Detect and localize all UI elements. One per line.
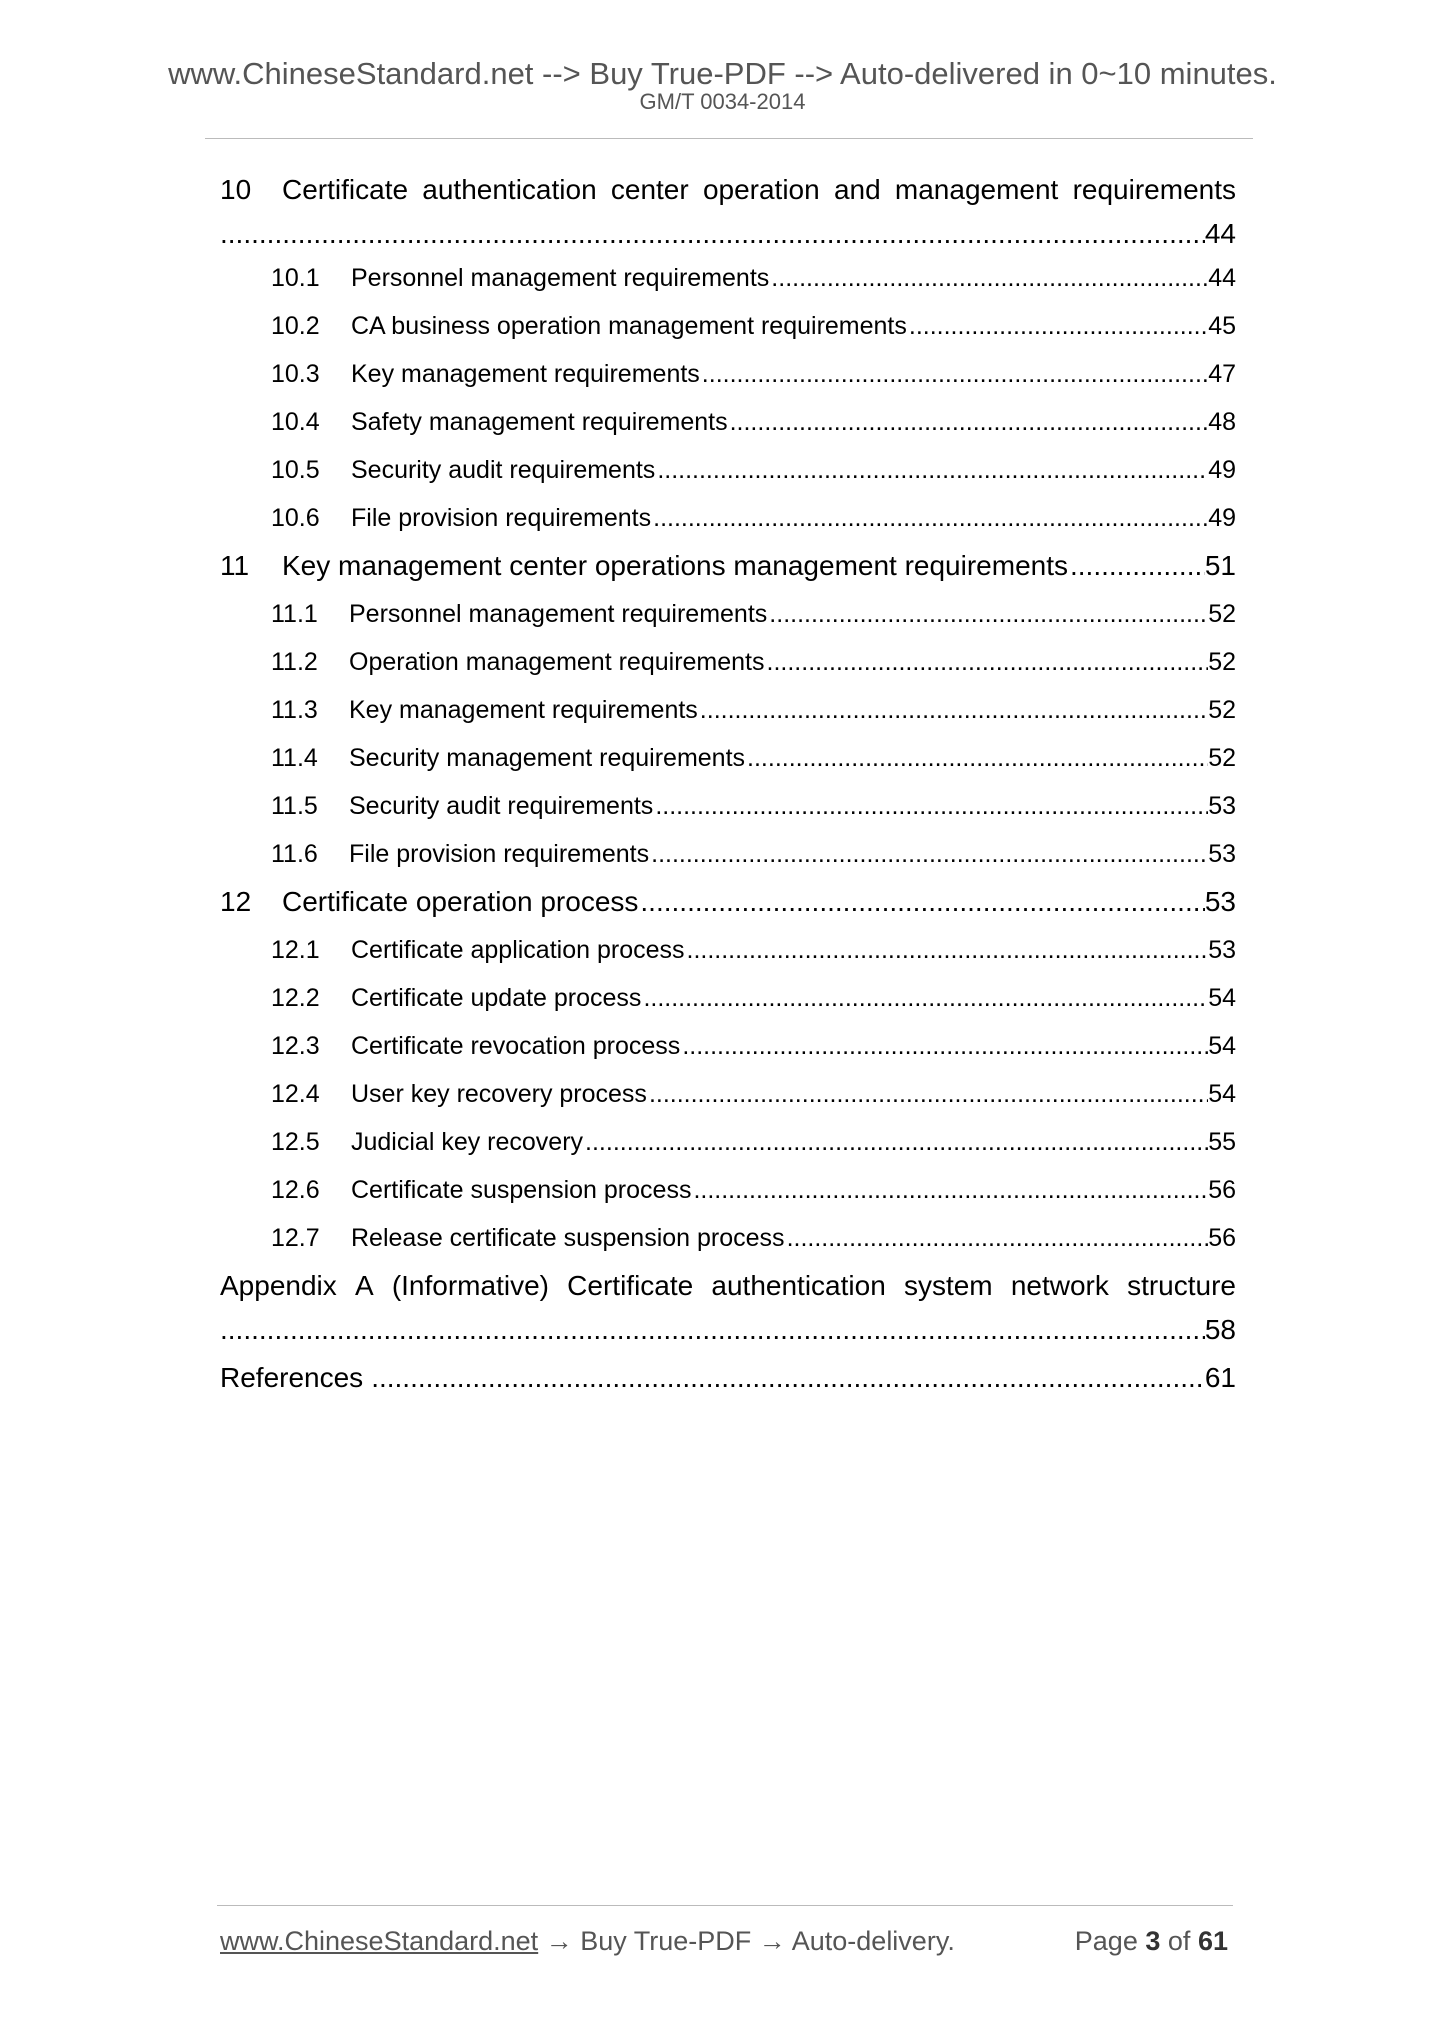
toc-entry-12-5[interactable] (220, 1118, 1236, 1166)
toc-entry-10-leader (220, 214, 1236, 254)
toc-entry-title: Certificate operation process (282, 886, 639, 917)
toc-entry-10[interactable] (220, 166, 1236, 214)
toc-entry-title: Certificate update process (351, 984, 642, 1012)
toc-entry-11-6[interactable] (220, 830, 1236, 878)
toc-entry-number: 10.6 (271, 504, 320, 532)
toc-entry-10-1[interactable] (220, 254, 1236, 302)
toc-entry-number: 12.6 (271, 1176, 320, 1204)
toc-entry-title: Key management requirements (349, 696, 698, 724)
toc-entry-title-word: authentication (711, 1270, 886, 1301)
toc-entry-number: 12.4 (271, 1080, 320, 1108)
toc-entry-10-3[interactable] (220, 350, 1236, 398)
dot-leader (583, 1118, 1208, 1166)
toc-entry-title-word: structure (1127, 1270, 1236, 1301)
dot-leader (220, 214, 1205, 254)
toc-entry-page: 47 (1208, 360, 1236, 388)
toc-entry-11-5[interactable] (220, 782, 1236, 830)
dot-leader (653, 782, 1208, 830)
toc-entry-page: 52 (1208, 696, 1236, 724)
toc-entry-title: User key recovery process (351, 1080, 647, 1108)
toc-entry-title: Security audit requirements (349, 792, 654, 820)
toc-entry-12-7[interactable] (220, 1214, 1236, 1262)
toc-entry-number: 11.3 (271, 696, 318, 724)
page-label: Page (1074, 1926, 1138, 1956)
dot-leader (680, 1022, 1208, 1070)
toc-entry-11[interactable] (220, 542, 1236, 590)
toc-entry-page: 53 (1208, 792, 1236, 820)
dot-leader (907, 302, 1208, 350)
of-label: of (1167, 1926, 1191, 1956)
toc-entry-page: 44 (1204, 218, 1236, 249)
toc-entry-page: 45 (1208, 312, 1236, 340)
dot-leader (745, 734, 1208, 782)
toc-entry-title: Security audit requirements (351, 456, 656, 484)
toc-entry-title: Certificate suspension process (351, 1176, 692, 1204)
toc-entry-title-word: A (354, 1270, 374, 1301)
toc-entry-title: CA business operation management requirements (351, 312, 907, 340)
toc-entry-title: Security management requirements (349, 744, 746, 772)
page-current: 3 (1145, 1926, 1161, 1956)
toc-entry-title: Personnel management requirements (349, 600, 768, 628)
dot-leader (651, 494, 1208, 542)
toc-entry-title: Certificate application process (351, 936, 685, 964)
toc-entry-10-2[interactable] (220, 302, 1236, 350)
toc-entry-number: 12 (220, 886, 252, 917)
toc-entry-number: 11.4 (271, 744, 318, 772)
toc-entry-page: 53 (1208, 936, 1236, 964)
dot-leader (691, 1166, 1208, 1214)
dot-leader (641, 974, 1208, 1022)
header-divider (205, 138, 1253, 139)
toc-entry-number: 11.1 (271, 600, 318, 628)
toc-entry-page: 56 (1208, 1176, 1236, 1204)
toc-entry-title: Key management requirements (351, 360, 700, 388)
toc-entry-10-6[interactable] (220, 494, 1236, 542)
toc-entry-page: 48 (1208, 408, 1236, 436)
toc-entry-number: 12.1 (271, 936, 320, 964)
toc-entry-number: 10.1 (271, 264, 320, 292)
toc-entry-title: Personnel management requirements (351, 264, 770, 292)
toc-entry-number: 10.3 (271, 360, 320, 388)
toc-entry-title: Certificate authentication center operation and management requirements (282, 174, 1236, 205)
footer-link[interactable]: www.ChineseStandard.net (220, 1926, 539, 1956)
toc-entry-11-4[interactable] (220, 734, 1236, 782)
dot-leader (1068, 542, 1205, 590)
toc-entry-11-2[interactable] (220, 638, 1236, 686)
toc-entry-number: 12.5 (271, 1128, 320, 1156)
toc-entry-page: 44 (1208, 264, 1236, 292)
toc-entry-12-3[interactable] (220, 1022, 1236, 1070)
dot-leader (220, 1310, 1205, 1350)
toc-entry-page: 52 (1208, 744, 1236, 772)
toc-entry-title: References (220, 1362, 364, 1393)
toc-entry-number: 10 (220, 174, 252, 205)
toc-entry-number: 10.4 (271, 408, 320, 436)
dot-leader (363, 1354, 1205, 1402)
toc-entry-page: 49 (1208, 456, 1236, 484)
toc-entry-number: 11.5 (271, 792, 318, 820)
toc-entry-title-word: Certificate (567, 1270, 694, 1301)
toc-entry-title-word: (Informative) (391, 1270, 549, 1301)
dot-leader (647, 1070, 1208, 1118)
toc-entry-page: 61 (1204, 1362, 1236, 1393)
toc-entry-appendix-a[interactable] (220, 1262, 1236, 1310)
toc-entry-number: 11.6 (271, 840, 318, 868)
toc-entry-11-3[interactable] (220, 686, 1236, 734)
toc-entry-title: File provision requirements (349, 840, 650, 868)
toc-entry-12-6[interactable] (220, 1166, 1236, 1214)
page-indicator (1075, 1921, 1228, 1961)
toc-entry-number: 11.2 (271, 648, 318, 676)
toc-entry-page: 52 (1208, 648, 1236, 676)
footer-promo-text: → Buy True-PDF → Auto-delivery. (538, 1926, 955, 1956)
toc-entry-title: Key management center operations management requirements (282, 550, 1068, 581)
toc-entry-title-word: Appendix (220, 1270, 337, 1301)
toc-entry-title: Judicial key recovery (351, 1128, 584, 1156)
toc-entry-references[interactable] (220, 1354, 1236, 1402)
table-of-contents (220, 166, 1236, 1402)
dot-leader (765, 638, 1209, 686)
toc-entry-number: 11 (220, 550, 250, 581)
toc-entry-title: Operation management requirements (349, 648, 765, 676)
toc-entry-page: 49 (1208, 504, 1236, 532)
toc-entry-12-2[interactable] (220, 974, 1236, 1022)
dot-leader (767, 590, 1208, 638)
dot-leader (769, 254, 1208, 302)
toc-entry-title: File provision requirements (351, 504, 652, 532)
dot-leader (700, 350, 1208, 398)
toc-entry-title: Release certificate suspension process (351, 1224, 785, 1252)
toc-entry-title: Safety management requirements (351, 408, 728, 436)
toc-entry-title-word: network (1010, 1270, 1109, 1301)
toc-entry-10-4[interactable] (220, 398, 1236, 446)
toc-entry-appendix-a-leader (220, 1310, 1236, 1350)
toc-entry-10-5[interactable] (220, 446, 1236, 494)
toc-entry-11-1[interactable] (220, 590, 1236, 638)
toc-entry-title-word: system (903, 1270, 993, 1301)
toc-entry-number: 12.2 (271, 984, 320, 1012)
toc-entry-number: 12.7 (271, 1224, 320, 1252)
dot-leader (785, 1214, 1209, 1262)
toc-entry-page: 56 (1208, 1224, 1236, 1252)
toc-entry-page: 52 (1208, 600, 1236, 628)
dot-leader (728, 398, 1209, 446)
toc-entry-page: 51 (1204, 550, 1236, 581)
footer-divider (217, 1905, 1233, 1906)
toc-entry-page: 58 (1204, 1314, 1236, 1345)
dot-leader (638, 878, 1204, 926)
toc-entry-number: 10.5 (271, 456, 320, 484)
dot-leader (655, 446, 1208, 494)
toc-entry-page: 55 (1208, 1128, 1236, 1156)
page-total: 61 (1197, 1926, 1228, 1956)
toc-entry-12-1[interactable] (220, 926, 1236, 974)
toc-entry-number: 12.3 (271, 1032, 320, 1060)
dot-leader (698, 686, 1208, 734)
toc-entry-page: 54 (1208, 984, 1236, 1012)
header-banner: www.ChineseStandard.net --> Buy True-PDF --> Auto-delivered in 0~10 minutes. (168, 56, 1277, 91)
footer-promo (220, 1921, 955, 1961)
dot-leader (685, 926, 1209, 974)
dot-leader (649, 830, 1208, 878)
toc-entry-title: Certificate revocation process (351, 1032, 681, 1060)
toc-entry-page: 53 (1204, 886, 1236, 917)
toc-entry-12-4[interactable] (220, 1070, 1236, 1118)
toc-entry-number: 10.2 (271, 312, 320, 340)
toc-entry-page: 54 (1208, 1080, 1236, 1108)
toc-entry-page: 54 (1208, 1032, 1236, 1060)
toc-entry-12[interactable] (220, 878, 1236, 926)
toc-entry-page: 53 (1208, 840, 1236, 868)
document-number: GM/T 0034-2014 (639, 89, 806, 114)
